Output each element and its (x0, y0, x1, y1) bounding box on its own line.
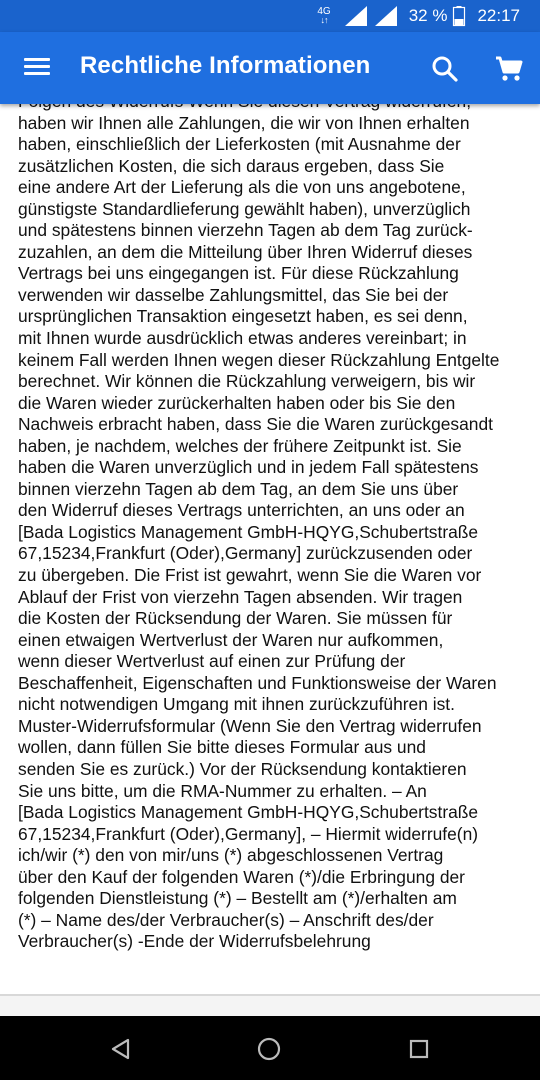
network-indicator (317, 7, 330, 25)
text-line: nicht notwendigen Umgang mit ihnen zurückzuführen ist. (18, 694, 455, 715)
legal-content[interactable] (0, 104, 540, 994)
text-line: die Waren wieder zurückerhalten haben oder bis Sie den (18, 392, 456, 413)
text-line: verwenden wir dasselbe Zahlungsmittel, das Sie bei der (18, 284, 449, 305)
text-line: senden Sie es zurück.) Vor der Rücksendung kontaktieren (18, 758, 467, 779)
legal-text-body (18, 91, 530, 953)
battery-icon (453, 6, 465, 26)
text-line: (*) – Name des/der Verbraucher(s) – Anschrift des/der (18, 909, 434, 930)
signal-icon (345, 6, 367, 26)
recents-icon[interactable] (406, 1036, 432, 1062)
text-line: über den Kauf der folgenden Waren (*)/die Erbringung der (18, 866, 465, 887)
footer-area (0, 996, 540, 1016)
clock: 22:17 (477, 6, 520, 25)
text-line: folgenden Dienstleistung (*) – Bestellt am (*)/erhalten am (18, 888, 457, 909)
cart-icon[interactable] (492, 52, 526, 86)
battery-percent: 32 % (408, 6, 448, 25)
app-bar (0, 32, 540, 104)
text-line: [Bada Logistics Management GmbH-HQYG,Schubertstraße (18, 521, 479, 542)
text-line: einen etwaigen Wertverlust der Waren nur aufkommen, (18, 629, 444, 650)
text-line: zuzahlen, an dem die Mitteilung über Ihren Widerruf dieses (18, 241, 473, 262)
signal-2-icon (375, 6, 397, 26)
text-line: 67,15234,Frankfurt (Oder),Germany], – Hiermit widerrufe(n) (18, 823, 479, 844)
text-line: 67,15234,Frankfurt (Oder),Germany] zurückzusenden oder (18, 543, 473, 564)
text-line: ursprünglichen Transaktion eingesetzt haben, es sei denn, (18, 306, 468, 327)
text-line: Nachweis erbracht haben, dass Sie die Waren zurückgesandt (18, 414, 493, 435)
back-icon[interactable] (108, 1036, 134, 1062)
text-line: [Bada Logistics Management GmbH-HQYG,Schubertstraße (18, 802, 479, 823)
text-line: mit Ihnen wurde ausdrücklich etwas anderes vereinbart; in (18, 328, 467, 349)
menu-icon[interactable] (22, 54, 52, 82)
system-nav-bar (0, 1016, 540, 1080)
text-line: günstigste Standardlieferung gewählt haben), unverzüglich (18, 198, 471, 219)
text-line: berechnet. Wir können die Rückzahlung verweigern, bis wir (18, 371, 476, 392)
text-line: Muster-Widerrufsformular (Wenn Sie den Vertrag widerrufen (18, 715, 482, 736)
text-line: den Widerruf dieses Vertrags unterrichten, an uns oder an (18, 500, 465, 521)
data-arrows-icon: ↓↑ (320, 15, 328, 25)
text-line: binnen vierzehn Tagen ab dem Tag, an dem Sie uns über (18, 478, 459, 499)
text-line: Vertrags bei uns eingegangen ist. Für diese Rückzahlung (18, 263, 459, 284)
text-line: Ablauf der Frist von vierzehn Tagen absenden. Wir tragen (18, 586, 463, 607)
text-line: die Kosten der Rücksendung der Waren. Sie müssen für (18, 608, 453, 629)
text-line: ich/wir (*) den von mir/uns (*) abgeschlossenen Vertrag (18, 845, 444, 866)
text-line: Beschaffenheit, Eigenschaften und Funktionsweise der Waren (18, 672, 497, 693)
text-line: Verbraucher(s) -Ende der Widerrufsbelehrung (18, 931, 371, 952)
network-type: 4G (317, 6, 331, 17)
text-line: haben wir Ihnen alle Zahlungen, die wir von Ihnen erhalten (18, 112, 470, 133)
text-line: und spätestens binnen vierzehn Tagen ab dem Tag zurück- (18, 220, 473, 241)
search-icon[interactable] (428, 52, 462, 86)
text-line: haben, je nachdem, welches der frühere Zeitpunkt ist. Sie (18, 435, 462, 456)
text-line: haben die Waren unverzüglich und in jedem Fall spätestens (18, 457, 479, 478)
text-line: zusätzlichen Kosten, die sich daraus ergeben, dass Sie (18, 155, 445, 176)
home-icon[interactable] (256, 1036, 282, 1062)
text-line: keinem Fall werden Ihnen wegen dieser Rückzahlung Entgelte (18, 349, 500, 370)
text-line: zu übergeben. Die Frist ist gewahrt, wenn Sie die Waren vor (18, 565, 482, 586)
text-line: haben, einschließlich der Lieferkosten (mit Ausnahme der (18, 134, 461, 155)
page-title: Rechtliche Informationen (80, 52, 371, 79)
text-line: eine andere Art der Lieferung als die von uns angebotene, (18, 177, 466, 198)
text-line: wenn dieser Wertverlust auf einen zur Prüfung der (18, 651, 406, 672)
status-bar (0, 0, 540, 32)
text-line: Sie uns bitte, um die RMA-Nummer zu erhalten. – An (18, 780, 427, 801)
text-line: wollen, dann füllen Sie bitte dieses Formular aus und (18, 737, 426, 758)
